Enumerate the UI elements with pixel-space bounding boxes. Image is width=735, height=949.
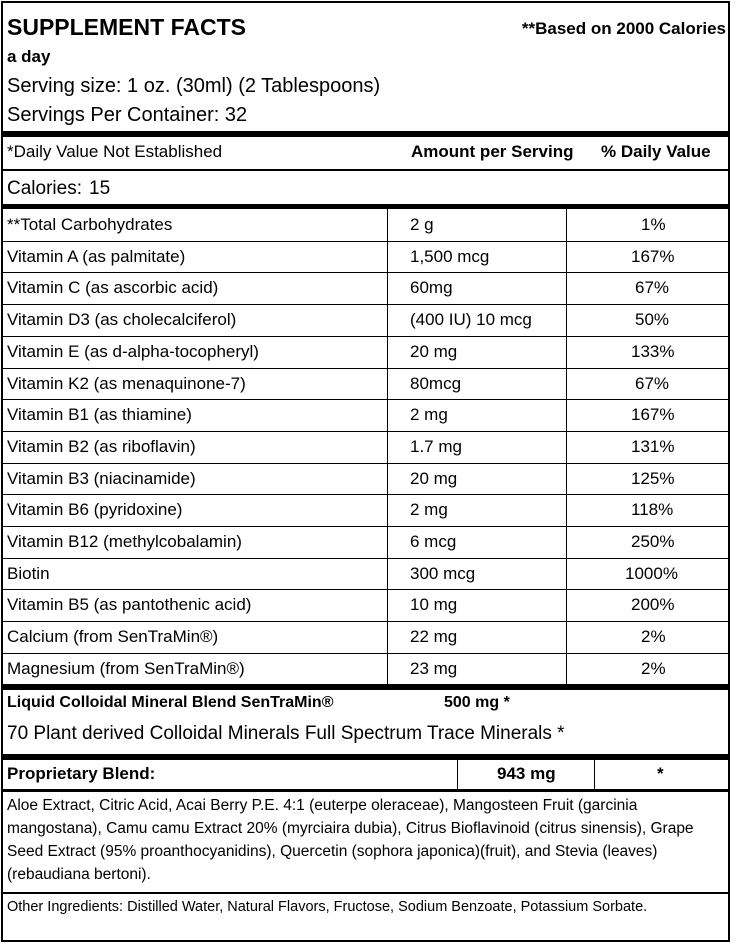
servings-per-container: Servings Per Container: 32 bbox=[7, 104, 248, 126]
nutrient-daily-value: 2% bbox=[641, 627, 666, 647]
nutrient-name: Vitamin A (as palmitate) bbox=[7, 246, 186, 266]
row-divider bbox=[3, 494, 728, 495]
proprietary-blend-dv: * bbox=[657, 764, 664, 783]
nutrient-name: Vitamin D3 (as cholecalciferol) bbox=[7, 310, 237, 330]
nutrient-amount: 300 mcg bbox=[410, 563, 476, 583]
nutrient-name: Vitamin K2 (as menaquinone-7) bbox=[7, 373, 246, 393]
row-divider bbox=[3, 304, 728, 305]
mineral-blend-amount: 500 mg * bbox=[444, 694, 510, 711]
calorie-basis-note: **Based on 2000 Calories bbox=[521, 19, 726, 38]
row-divider bbox=[3, 368, 728, 369]
thick-divider bbox=[3, 684, 728, 690]
row-divider bbox=[3, 463, 728, 464]
nutrient-name: Vitamin B6 (pyridoxine) bbox=[7, 500, 183, 520]
nutrient-amount: 80mcg bbox=[410, 373, 462, 393]
nutrient-amount: 2 mg bbox=[410, 500, 448, 520]
nutrient-amount: 20 mg bbox=[410, 468, 458, 488]
nutrient-amount: (400 IU) 10 mcg bbox=[410, 310, 532, 330]
daily-value-note: *Daily Value Not Established bbox=[7, 142, 223, 161]
proprietary-ingredients: Aloe Extract, Citric Acid, Acai Berry P.E. 4:1 (euterpe oleraceae), Mangosteen Fruit (garcinia mangostana), Camu camu Extract 20% (myrciaira dubia), Citrus Bioflavinoid (citrus sinensis), Grape Seed Extract (95% proanthocyanidins), Quercetin (sophora japonica)(fruit), and Stevia (leaves)(rebaudiana bertoni). bbox=[7, 797, 694, 883]
row-divider bbox=[3, 272, 728, 273]
nutrient-name: **Total Carbohydrates bbox=[7, 215, 173, 234]
nutrient-name: Vitamin B12 (methylcobalamin) bbox=[7, 532, 242, 551]
row-divider bbox=[3, 589, 728, 590]
row-divider bbox=[3, 653, 728, 654]
row-divider bbox=[3, 558, 728, 559]
nutrient-name: Vitamin C (as ascorbic acid) bbox=[7, 278, 219, 298]
column-separator bbox=[594, 760, 595, 789]
nutrient-amount: 20 mg bbox=[410, 341, 458, 361]
nutrient-daily-value: 200% bbox=[631, 595, 675, 615]
nutrient-daily-value: 167% bbox=[631, 405, 675, 425]
nutrient-daily-value: 50% bbox=[635, 310, 670, 330]
divider bbox=[3, 789, 728, 792]
row-divider bbox=[3, 241, 728, 242]
row-divider bbox=[3, 621, 728, 622]
nutrient-daily-value: 2% bbox=[641, 658, 666, 678]
thick-divider bbox=[3, 754, 728, 760]
proprietary-blend-label: Proprietary Blend: bbox=[7, 764, 156, 783]
row-divider bbox=[3, 399, 728, 400]
nutrient-name: Magnesium (from SenTraMin®) bbox=[7, 658, 245, 678]
nutrient-amount: 10 mg bbox=[410, 595, 458, 615]
nutrient-daily-value: 167% bbox=[631, 246, 675, 266]
nutrient-amount: 22 mg bbox=[410, 627, 458, 647]
other-ingredients: Other Ingredients: Distilled Water, Natural Flavors, Fructose, Sodium Benzoate, Potassium Sorbate. bbox=[7, 899, 648, 915]
daily-value-column-header: % Daily Value bbox=[601, 142, 711, 161]
mineral-blend-description: 70 Plant derived Colloidal Minerals Full Spectrum Trace Minerals * bbox=[7, 723, 565, 744]
mineral-blend-label: Liquid Colloidal Mineral Blend SenTraMin® bbox=[7, 694, 334, 711]
nutrient-daily-value: 125% bbox=[631, 468, 675, 488]
nutrient-amount: 1.7 mg bbox=[410, 436, 462, 456]
nutrient-amount: 60mg bbox=[410, 278, 453, 298]
supplement-facts-panel bbox=[1, 1, 730, 942]
nutrient-amount: 6 mcg bbox=[410, 532, 457, 551]
nutrient-amount: 23 mg bbox=[410, 658, 458, 678]
divider bbox=[3, 892, 728, 894]
row-divider bbox=[3, 336, 728, 337]
nutrient-daily-value: 131% bbox=[631, 436, 675, 456]
divider bbox=[3, 204, 728, 209]
calories-value: 15 bbox=[89, 178, 111, 199]
nutrient-daily-value: 133% bbox=[631, 341, 675, 361]
nutrient-daily-value: 1% bbox=[641, 215, 666, 234]
nutrient-amount: 1,500 mcg bbox=[410, 246, 490, 266]
nutrient-name: Vitamin B1 (as thiamine) bbox=[7, 405, 192, 425]
col-sep-amount bbox=[566, 209, 567, 685]
col-sep-name bbox=[387, 209, 388, 685]
nutrient-name: Biotin bbox=[7, 563, 50, 583]
amount-column-header: Amount per Serving bbox=[411, 142, 574, 161]
nutrient-name: Vitamin B2 (as riboflavin) bbox=[7, 436, 196, 456]
nutrient-daily-value: 1000% bbox=[625, 563, 678, 583]
nutrient-name: Vitamin B5 (as pantothenic acid) bbox=[7, 595, 252, 615]
nutrient-daily-value: 118% bbox=[631, 500, 674, 520]
nutrient-name: Calcium (from SenTraMin®) bbox=[7, 627, 219, 647]
column-separator bbox=[457, 760, 458, 789]
nutrient-name: Vitamin E (as d-alpha-tocopheryl) bbox=[7, 341, 259, 361]
panel-title: SUPPLEMENT FACTS bbox=[7, 14, 246, 40]
nutrient-daily-value: 67% bbox=[635, 373, 670, 393]
a-day-text: a day bbox=[7, 47, 51, 66]
nutrient-name: Vitamin B3 (niacinamide) bbox=[7, 468, 196, 488]
row-divider bbox=[3, 526, 728, 527]
nutrient-daily-value: 250% bbox=[631, 532, 675, 551]
proprietary-blend-amount: 943 mg bbox=[497, 764, 556, 783]
divider bbox=[3, 169, 728, 171]
calories-label: Calories: bbox=[7, 178, 82, 199]
nutrient-daily-value: 67% bbox=[635, 278, 670, 298]
nutrient-amount: 2 g bbox=[410, 215, 434, 234]
serving-size: Serving size: 1 oz. (30ml) (2 Tablespoons) bbox=[7, 75, 381, 97]
row-divider bbox=[3, 431, 728, 432]
nutrient-amount: 2 mg bbox=[410, 405, 448, 425]
thick-divider bbox=[3, 131, 728, 137]
